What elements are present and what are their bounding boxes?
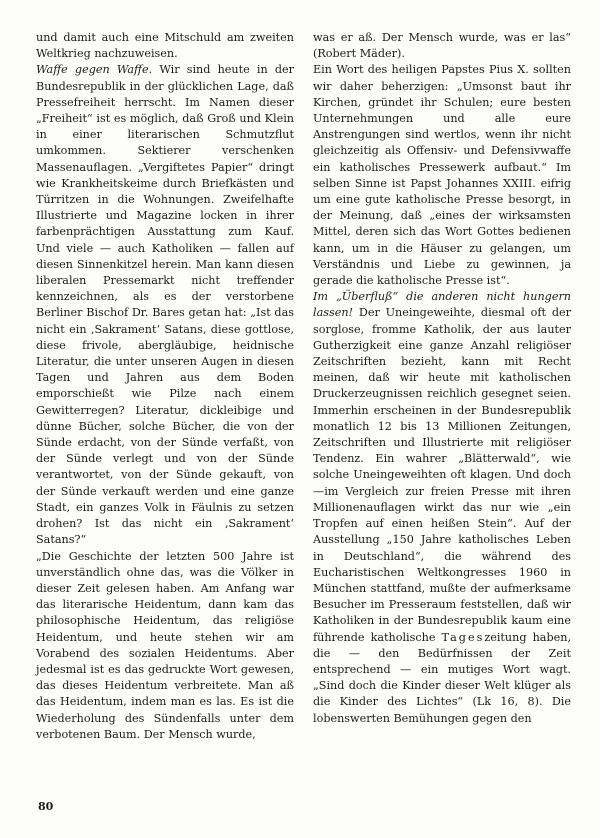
section-heading-waffe-gegen-waffe: Waffe gegen Waffe.: [36, 63, 153, 77]
right-paragraph-1: was er aß. Der Mensch wurde, was er las“ (Robert Mäder).: [313, 31, 571, 61]
right-paragraph-3-body-b: zeitung haben, die — den Bedürfnissen der Zeit entsprechend — ein mutiges Wort wagt. „Sind doch die Kinder dieser Welt klüger als die Kinder des Lichtes“ (Lk 16, 8). Die lobenswerten Bemühungen gegen den: [313, 630, 572, 725]
left-paragraph-2-body: Wir sind heute in der Bundesrepublik in der glücklichen Lage, daß Pressefreiheit herrscht. Im Namen dieser „Freiheit“ ist es möglich, daß Groß und Klein in einer literarischen Schmutzflut umkommen. Sektierer verschenken Massenauflagen. „Vergiftetes Papier“ dringt wie Krankheitskeime durch Briefkästen und Türritzen in die Wohnungen. Zweifelhafte Illustrierte und Magazine locken in ihrer farbenprächtigen Ausstattung zum Kauf. Und viele — auch Katholiken — fallen auf diesen Sinnenkitzel herein. Man kann diesen liberalen Pressemarkt nicht treffender kennzeichnen, als es der verstorbene Berliner Bischof Dr. Bares getan hat: „Ist das nicht ein ‚Sakrament‘ Satans, diese gottlose, diese frivole, abergläubige, heidnische Literatur, die unter unseren Augen in diesen Tagen und Jahren aus dem Boden emporschießt wie Pilze nach einem Gewitterregen? Literatur, dickleibige und dünne Bücher, solche Bücher, die von der Sünde erdacht, von der Sünde verfaßt, von der Sünde verlegt und von der Sünde verantwortet, von der Sünde gekauft, von der Sünde verkauft werden und eine ganze Stadt, ein ganzes Volk in Fäulnis zu setzen drohen? Ist das nicht ein ‚Sakrament‘ Satans?“: [36, 63, 294, 547]
left-paragraph-1: und damit auch eine Mitschuld am zweiten Weltkrieg nachzuweisen.: [36, 31, 294, 61]
left-paragraph-3: „Die Geschichte der letzten 500 Jahre ist unverständlich ohne das, was die Völker in dieser Zeit gelesen haben. Am Anfang war das literarische Heidentum, dann kam das philosophische Heidentum, das religiöse Heidentum, und heute stehen wir am Vorabend des sozialen Heidentums. Aber jedesmal ist es das gedruckte Wort gewesen, das dieses Heidentum verbreitete. Man aß das Heidentum, indem man es las. Es ist die Wiederholung des Sündenfalls unter dem verbotenen Baum. Der Mensch wurde,: [36, 549, 294, 741]
left-paragraph-2: [36, 62, 294, 548]
right-paragraph-3: [313, 289, 571, 726]
right-column: [313, 30, 571, 727]
right-paragraph-3-body-a: Der Uneingeweihte, diesmal oft der sorglose, fromme Katholik, der aus lauter Gutherzigkeit eine ganze Anzahl religiöser Zeitschriften bezieht, kann mit Recht meinen, daß wir heute mit katholischen Druckerzeugnissen reichlich gesegnet seien. Immerhin erscheinen in der Bundesrepublik monatlich 12 bis 13 Millionen Zeitungen, Zeitschriften und Illustrierte mit religiöser Tendenz. Ein wahrer „Blätterwald“, wie solche Uneingeweihten oft klagen. Und doch —im Vergleich zur freien Presse mit ihren Millionenauflagen wirkt das nur wie „ein Tropfen auf einen heißen Stein“. Auf der Ausstellung „150 Jahre katholisches Leben in Deutschland“, die während des Eucharistischen Weltkongresses 1960 in München stattfand, mußte der aufmerksame Besucher im Presseraum feststellen, daß wir Katholiken in der Bundesrepublik kaum eine führende katholische: [313, 306, 571, 644]
page-number: 80: [38, 800, 54, 813]
section-heading-ueberfluss: Im „Überfluß“ die anderen nicht hungern lassen!: [313, 290, 571, 320]
spaced-word-tages: Tages: [441, 630, 485, 644]
right-paragraph-2: Ein Wort des heiligen Papstes Pius X. sollten wir daher beherzigen: „Umsonst baut ihr Kirchen, gründet ihr Schulen; eure besten Unternehmungen und alle eure Anstrengungen sind wertlos, wenn ihr nicht gleichzeitig als Offensiv- und Defensivwaffe ein katholisches Pressewerk aufbaut.“ Im selben Sinne ist Papst Johannes XXIII. eifrig um eine gute katholische Presse besorgt, in der Meinung, daß „eines der wirksamsten Mittel, deren sich das Wort Gottes bedienen kann, um in die Häuser zu gelangen, um Verständnis und Liebe zu gewinnen, ja gerade die katholische Presse ist“.: [313, 63, 571, 288]
left-column: [36, 30, 294, 743]
